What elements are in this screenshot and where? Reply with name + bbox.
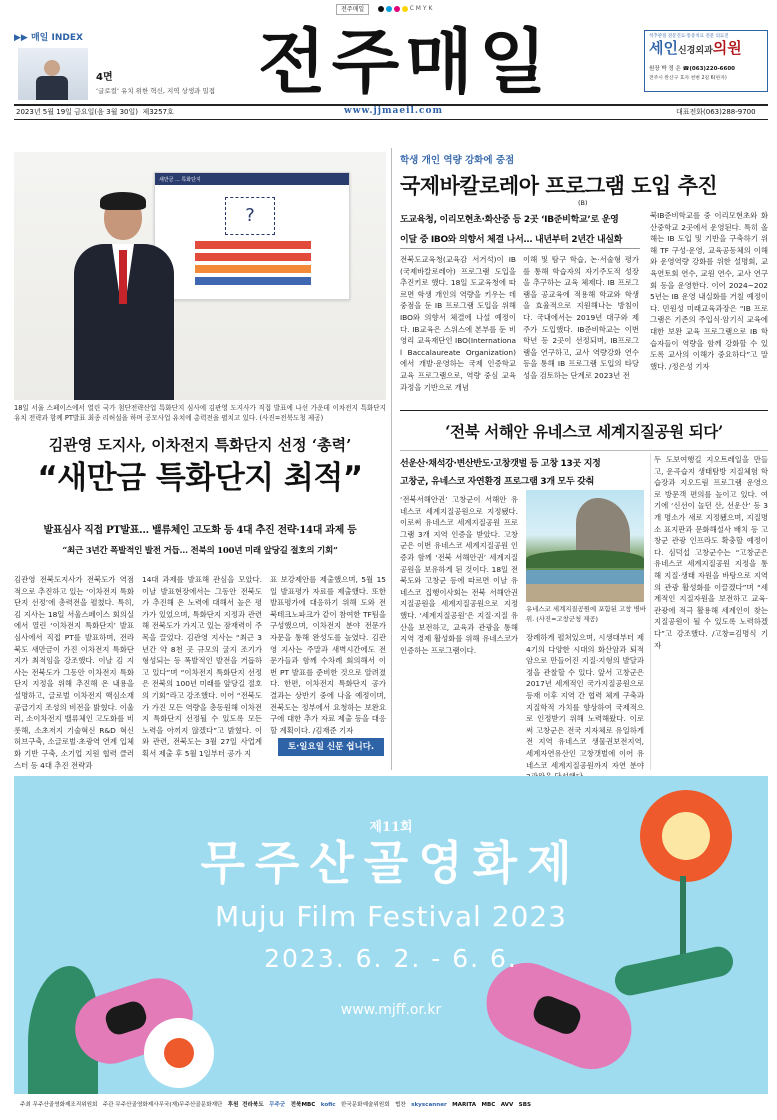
unesco-sub1: 선운산·채석강·변산반도·고창갯벌 등 고창 13곳 지정: [400, 459, 601, 469]
holiday-notice: 토·일요일 신문 쉽니다.: [278, 738, 384, 756]
festival-title-en: Muju Film Festival 2023: [215, 900, 567, 933]
ib-body-col2: 이해 및 탐구 학습, 논·서술형 평가를 통해 학습자의 자기주도적 성장을 추구하는 교육 체제다. IB 프로그램을 공교육에 적용해 학교와 학생을 효율적으로 지원해나는 방침이다. 국내에서는 2019년 대구와 제주가 도입했다. IB준비학교는 이번 학년 등 2곳이 선정되며, IB프로그램을 연구하고, 교사 역량강화 연수 등을 통해 IB 프로그램 도입의 타당성을 검토하는 단계로 2023년 전: [523, 255, 639, 380]
unesco-photo-caption: 유네스코 세계지질공원에 포함된 고창 병바위. (사진=고창군청 제공): [526, 605, 646, 623]
index-summary[interactable]: ‘글로컬’ 유치 위한 혁신, 지역 상생과 밀접: [96, 87, 216, 95]
edition-tag: 전주매일: [336, 4, 369, 15]
lead-headline[interactable]: “새만금 특화단지 최적”: [37, 460, 363, 496]
index-box: [14, 30, 234, 108]
masthead-url[interactable]: www.jjmaeil.com: [344, 106, 444, 116]
festival-site[interactable]: www.mjff.or.kr: [340, 1002, 442, 1018]
ib-sub1: 도교육청, 이리모현초·화산중 등 2곳 ‘IB준비학교’로 운영: [400, 215, 619, 225]
masthead-title: 전주매일: [258, 21, 553, 103]
unesco-sub2: 고창군, 유네스코 자연환경 프로그램 3개 모두 갖춰: [400, 477, 594, 487]
ib-body-col3: 북IB준비학교를 중 이리모현초와 화산중학교 2곳에서 운영된다. 특히 올해는 IB 도입 및 기반을 구축하기 위해 TF 구성·운영, 교육공동체의 이해와 운영역량 강화를 위한 설명회, 교육연토회 연수, 교원 연수, 교사 연구회 등을 운영한다. 이어 2024~2025년는 IB 운영 내실화를 거칠 예정이다. 민원성 미래교육과장은 “IB 프로그램은 기존의 주입식·암기식 교육에 대한 보완 교육 프로그램으로 IB 학습자들이 역량을 함께 강화할 수 있도록 교사의 이해가 중요하다”고 말했다. /정은성 기자: [650, 211, 768, 371]
festival-ad[interactable]: [14, 776, 768, 1094]
ib-sub2: 이달 중 IBO와 의향서 체결 나서… 내년부터 2년간 내실화: [400, 235, 623, 245]
presentation-screen: 새만금 ... 특화단지 ?: [154, 172, 350, 300]
lead-body-col2: 14대 과제를 발표해 관심을 모았다. 이날 발표현장에서는 그동안 전북도가 추진해 온 노력에 대해서 높은 평가가 있었으며, 특화단지 지정과 관련해 전북도가 가지고 있는 잠재력이 주목을 끌었다. 김관영 지사는 “최근 3년간 약 8천 곳 규모의 굴지 조기가 형성되는 등 폭발적인 발전을 거듭하고 있다”며 “이차전지 특화단지 선정은 전북의 100년 미래를 앞당길 절호의 기회”라고 강조했다. 이어 “전북도가 가진 모든 역량을 총동원해 이차전지 특화단지 선정될 수 있도록 모든 노력을 아끼지 않겠다”고 밝혔다. 이와 관련, 전북도는 3월 27일 사업계획서 제출 후 5월 1일부터 공가 지: [142, 575, 262, 758]
issue-date: 2023년 5월 19일 금요일(음 3월 30일) 제3257호: [16, 108, 174, 116]
index-thumbnail: [18, 48, 88, 100]
ib-kicker: 학생 개인 역량 강화에 중점: [400, 155, 515, 166]
lead-photo-caption: 18일 서울 스페이스에서 열린 국가 첨단전략산업 특화단지 심사에 김관영 도지사가 직접 발표에 나선 가운데 이차전지 특화단지 유치 전략과 함께 PT발표 최종 리허설을 하며 공모사업 유치에 총력전을 펼치고 있다. (사진=전북도청 제공): [14, 404, 386, 422]
index-label: ▶▶ 매일 INDEX: [14, 33, 83, 43]
ib-headline-mark: (B): [578, 199, 588, 207]
lead-kicker: 김관영 도지사, 이차전지 특화단지 선정 ‘총력’: [48, 436, 352, 454]
lead-photo: [14, 152, 386, 400]
festival-dates: 2023. 6. 2. - 6. 6.: [264, 944, 518, 973]
festival-title-ko: 무주산골영화제: [200, 836, 582, 890]
ib-body-col1: 전북도교육청(교육감 서거석)이 IB(국제바칼로레아) 프로그램 도입을 추진키로 했다. 18일 도교육청에 따르면 학생 개인의 역량을 키우는 데 중점을 둔 IB 프로그램 도입을 위해 IBO와 의향서 체결에 나설 예정이다. IB교육은 스위스에 본부를 둔 비영리 교육재단인 IBO(International Baccalaureate Organization)에서 개발·운영하는 국제 인증학교 교육 프로그램으로, 역량 중심 교육과정을 기반으로 개념: [400, 255, 516, 392]
festival-edition: 제11회: [369, 820, 413, 835]
lead-body-col1: 김관영 전북도지사가 전북도가 역점적으로 추진하고 있는 ‘이차전지 특화단지 선정’에 총력전을 펼쳤다. 특히, 김 지사는 18일 서울스페이스 회의실에서 열린 ‘이차전지 특화단지’ 발표심사에서 직접 PT를 발표하며, 전라북도 새만금이 가진 이차전지 특화단지가 최적임을 강조했다. 이날 김 지사는 전북도가 그동안 이차전지 특화단지 지정을 위해 추진해 온 내용을 설명하고, 글로벌 이차전지 핵심소재 공급기지 조성의 비전을 밝혔다. 이울러, 소이차전지 밸류체인 고도화를 비롯해, 소초저지 기술혁신 R&D 혁신 허브구축, 소글로벌·초광역 연계 입체화 기반 구축, 소기업 지원 협력 클러스터 등 4대 추진 전략과: [14, 575, 134, 770]
speaker-figure: [70, 192, 180, 400]
unesco-body-col1: ‘전북서해안권’ 고창군이 서해안 유네스코 세계지질공원으로 지정됐다. 이로써 유네스코 세계지질공원 프로그램 3개 지역 인증을 받았다. 고창군은 이번 유네스코 세계지질공원 인증과 함께 ‘전북 서해안권’ 세계지질공원을 보유하게 된 것이다. 18일 전북도와 고창군 등에 따르면 이날 유네스코 집행이사회는 전북 서해안권 지질공원을 세계지질공원으로 지정했다. ‘세계지질공원’은 지질·지질 유산을 보전하고, 교육과 관광을 통해 지역 경제 활성화를 위해 유네스코가 인증하는 프로그램이다.: [400, 495, 518, 655]
unesco-photo: [526, 490, 644, 602]
index-page: 4면: [96, 72, 113, 83]
unesco-body-col3: 두 도보여행길 지오트레일을 만들고, 운곡습지 생태탐방 지질체험 학습장과 지오드림 프로그램 운영으로 방문객 편의를 높이고 있다. 여기에 ‘신선이 놀던 산, 선운산’ 등 3개 명소가 새로 지정됐으며, 지질명소 표지판과 문화해설사 배치 등 고창군 관광 인프라도 확충할 예정이다. 심덕섭 고창군수는 “고창군은 유네스코 세계지질공원 지정을 통해 지질·생태 자원을 바탕으로 지역의 관광 활성화를 이끌겠다”며 “세계적인 지질자원을 보전하고 교육·관광에 적극 활용해 세계인이 찾는 지질공원이 될 수 있도록 노력하겠다”고 강조했다. /고창=김명식 기자: [654, 455, 768, 650]
festival-footer: 주최 무주산골영화제조직위원회 주관 무주산골영화제사무국(재)무주산골문화재단 후원 전라북도 무주군 전북MBC kofic 한국문화예술위원회 협찬 skyscanner MARITA MBC AVV SBS: [14, 1094, 768, 1116]
lead-sub2: “최근 3년간 폭발적인 발전 거듭… 전북의 100년 미래 앞당길 절호의 기회”: [62, 546, 338, 556]
lead-body-col3: 표 보강제안를 제출했으며, 5월 15일 발표평가 자료를 제출했다. 또한 발표평가에 대응하기 위해 도와 전북테크노파크가 같이 참여한 TF팀을 구성했으며, 이차전지 분야 전문가 자문을 통해 완성도를 높였다. 김관영 지사는 주말과 새벽시간에도 전문가들과 함께 수차례 회의해서 이번 PT 발표를 준비한 것으로 알려졌다. 한편, 이차전지 특화단지 공가 결과는 상반기 중에 나올 예정이며, 전북도는 정부에서 요청하는 보완요구에 대한 추가 자료 제출 등을 대응할 계획이다. /김재준 기자: [270, 575, 386, 735]
top-ad[interactable]: 척추관절 전문진료·통증치료 전문 의료진 세인신경외과의원 원장 박 정 은 ☎(063)220-6600 전주시 완산구 효자 천변 2길 6(한자): [644, 30, 768, 92]
unesco-headline[interactable]: ‘전북 서해안 유네스코 세계지질공원 되다’: [445, 422, 723, 441]
masthead-phone: 대표전화(063)288-9700: [676, 108, 756, 116]
ib-headline[interactable]: 국제바칼로레아 프로그램 도입 추진: [400, 173, 718, 198]
lead-sub1: 발표심사 직접 PT발표… 밸류체인 고도화 등 4대 추진 전략·14대 과제 등: [43, 525, 357, 536]
unesco-body-col2: 장례하게 펼쳐있으며, 시생대부터 제4기의 다양한 시대의 화산암과 퇴적암으로 만들어진 지질·지형의 발달과정을 관찰할 수 있다. 앞서 고창군은 2017년 세계적인 국가지질공원으로 등재 이후 지역 간 협력 체계 구축과 지질학적 가치를 향상하여 국제적으로 인정받기 위해 노력해왔다. 이로써 고창군은 전국 지자체로 유일하게 전 지역 유네스코 생물권보전지역, 세계자연유산인 고창갯벌에 이어 유네스코 세계지질공원까지 자연 분야: [526, 633, 644, 770]
color-marks: C M Y K: [378, 5, 432, 12]
